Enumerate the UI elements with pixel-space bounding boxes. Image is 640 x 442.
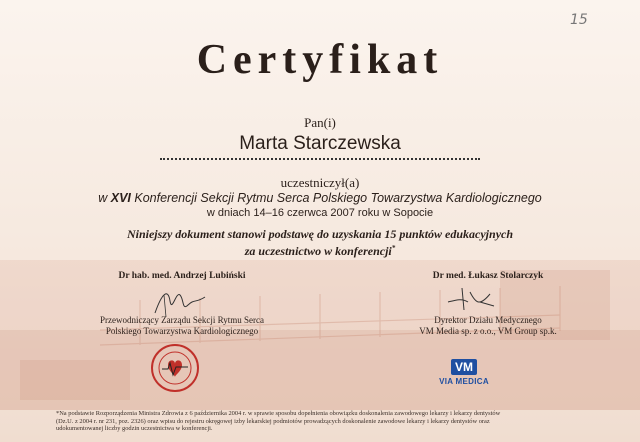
points-statement [0,227,640,258]
statement-line-1: Niniejszy dokument stanowi podstawę do uzyskania 15 punktów edukacyjnych [126,227,514,241]
signatory-right-name: Dr med. Łukasz Stolarczyk [432,271,544,281]
signatory-right-role: Dyrektor Działu Medycznego VM Media sp. z o.o., VM Group sp.k. [419,315,557,336]
via-medica-logo [434,358,494,386]
recipient-name: Marta Starczewska [239,133,401,154]
conference-name: Konferencji Sekcji Rytmu Serca Polskiego Towarzystwa Kardiologicznego [134,191,542,205]
conference-number: XVI [110,191,131,205]
legal-footnote: *Na podstawie Rozporządzenia Ministra Zdrowia z 6 października 2004 r. w sprawie sposobu dopełnienia obowiązku doskonalenia zawodowego lekarzy i lekarzy dentystów (Dz.U. z 2004 r. nr 231, poz. 2326) oraz wpisu do rejestru okręgowej izby lekarskiej podmiotów prowadzących doskonalenie zawodowe lekarzy i lekarzy dentystów oraz udokumentowanej liczby godzin uczestnictwa w konferencji. [56,410,501,433]
footnote-mark: * [391,244,396,252]
vm-brand-name: VIA MEDICA [439,377,489,386]
conference-line [0,191,640,205]
conference-prefix: w [98,191,108,205]
signatory-left [52,271,312,281]
statement-line-2: za uczestnictwo w konferencji* [244,244,396,258]
signatory-left-name: Dr hab. med. Andrzej Lubiński [118,271,246,281]
name-dotted-line [160,158,480,160]
certificate-title: Certyfikat [196,37,444,83]
signatory-left-role: Przewodniczący Zarządu Sekcji Rytmu Serca Polskiego Towarzystwa Kardiologicznego [99,315,265,336]
page-marker: 15 [570,12,588,28]
signatory-right [358,271,618,281]
signature-right [440,282,500,318]
vm-mark: VM [451,359,477,375]
conference-dates: w dniach 14–16 czerwca 2007 roku w Sopocie [206,207,434,219]
participated-label: uczestniczył(a) [280,175,360,190]
society-seal-logo [150,343,200,393]
salutation: Pan(i) [304,115,336,130]
